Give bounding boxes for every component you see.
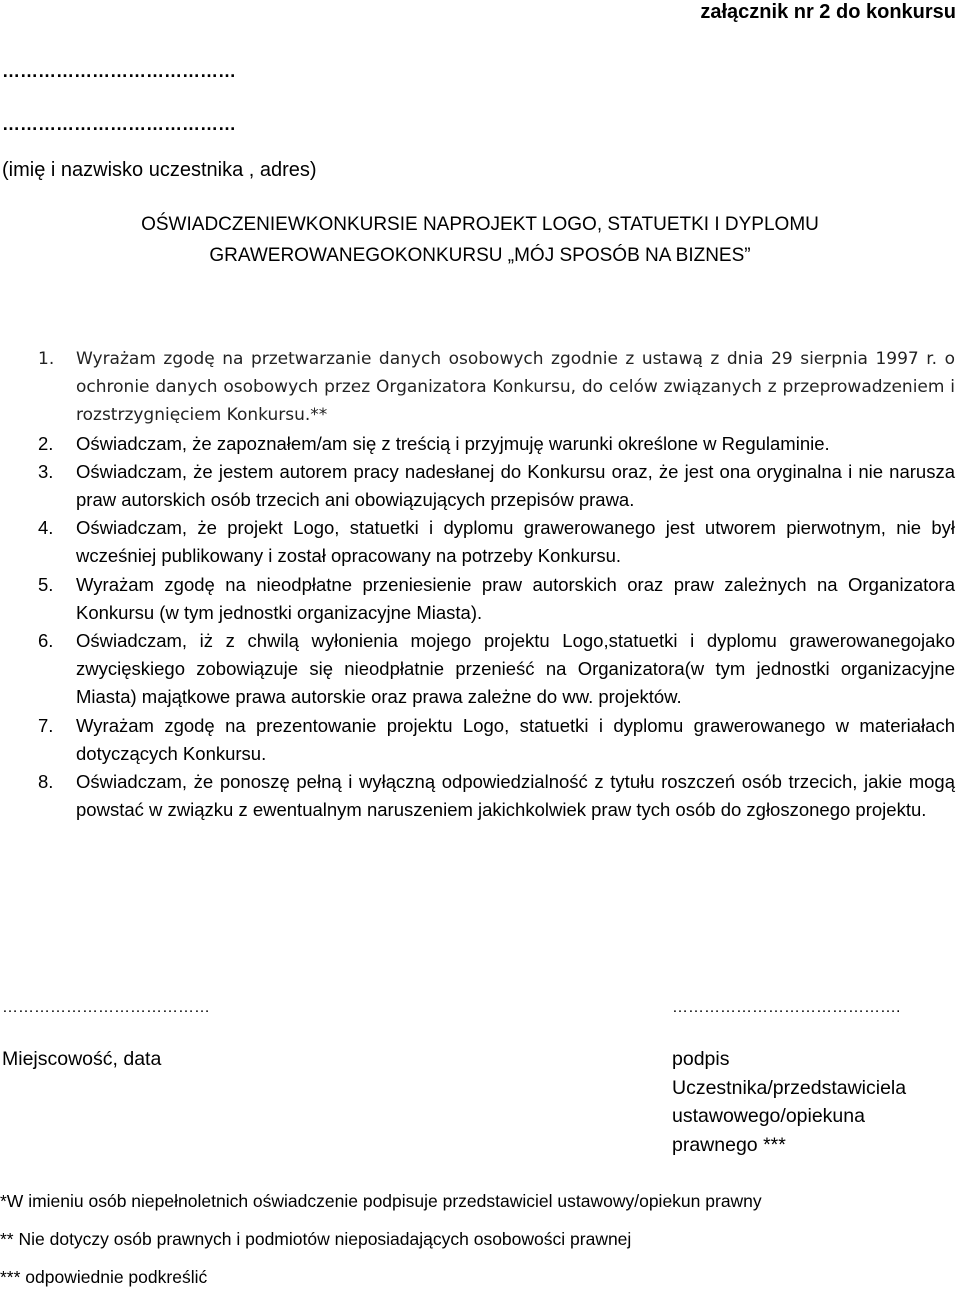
signature-label-line: Uczestnika/przedstawiciela <box>672 1076 907 1099</box>
declaration-text: Oświadczam, że projekt Logo, statuetki i dyplomu grawerowanego jest utworem pierwotnym, nie był wcześniej publikowany i został opracowany na potrzeby Konkursu. <box>76 517 955 567</box>
name-dots-line: ………………………………… <box>2 61 236 81</box>
declaration-text: Wyrażam zgodę na przetwarzanie danych osobowych zgodnie z ustawą z dnia 29 sierpnia 1997 r. o ochronie danych osobowych przez Organizatora Konkursu, do celów związanych z przeprowadzeniem i rozstrzygnięciem Konkursu.** <box>76 349 955 426</box>
declaration-number: 5. <box>38 573 54 595</box>
place-date-label: Miejscowość, data <box>2 1048 162 1070</box>
signature-label-line: podpis <box>672 1048 730 1070</box>
footnote-2: ** Nie dotyczy osób prawnych i podmiotów nieposiadających osobowości prawnej <box>0 1229 632 1249</box>
declaration-item-7 <box>2 712 955 768</box>
address-dots-line: ………………………………… <box>2 114 236 134</box>
declaration-number: 8. <box>38 771 54 793</box>
declaration-text: Wyrażam zgodę na prezentowanie projektu Logo, statuetki i dyplomu grawerowanego w materiałach dotyczących Konkursu. <box>76 714 955 764</box>
signature-dots: ……………………………………. <box>672 999 901 1016</box>
declaration-number: 1. <box>38 349 55 369</box>
declarations-list <box>2 345 955 824</box>
declaration-number: 2. <box>38 432 54 454</box>
footnote-1: *W imieniu osób niepełnoletnich oświadczenie podpisuje przedstawiciel ustawowy/opiekun prawny <box>0 1191 762 1211</box>
declaration-number: 6. <box>38 630 54 652</box>
declaration-item-2 <box>2 430 955 458</box>
declaration-item-8 <box>2 768 955 824</box>
declaration-item-3 <box>2 458 955 514</box>
attachment-label: załącznik nr 2 do konkursu <box>700 1 956 23</box>
participant-label: (imię i nazwisko uczestnika , adres) <box>2 159 317 181</box>
declaration-item-4 <box>2 514 955 570</box>
place-date-dots: ………………………………… <box>2 999 210 1016</box>
declaration-text: Oświadczam, że zapoznałem/am się z treścią i przyjmuję warunki określone w Regulaminie. <box>76 432 830 454</box>
document-title-line-2: GRAWEROWANEGOKONKURSU „MÓJ SPOSÓB NA BIZNES” <box>209 245 751 266</box>
declaration-text: Oświadczam, iż z chwilą wyłonienia mojego projektu Logo,statuetki i dyplomu grawerowanegojako zwycięskiego zobowiązuje się nieodpłatnie przenieść na Organizatora(w tym jednostki organizacyjne Miasta) majątkowe prawa autorskie oraz prawa zależne do ww. projektów. <box>76 630 955 708</box>
document-title-line-1: OŚWIADCZENIEWKONKURSIE NAPROJEKT LOGO, STATUETKI I DYPLOMU <box>141 214 819 235</box>
footnote-3: *** odpowiednie podkreślić <box>0 1267 208 1287</box>
declaration-text: Oświadczam, że ponoszę pełną i wyłączną odpowiedzialność z tytułu roszczeń osób trzecich, jakie mogą powstać w związku z ewentualnym naruszeniem jakichkolwiek praw tych osób do zgłoszonego projektu. <box>76 771 955 821</box>
declaration-number: 7. <box>38 714 54 736</box>
declaration-text: Oświadczam, że jestem autorem pracy nadesłanej do Konkursu oraz, że jest ona oryginalna i nie narusza praw autorskich osób trzecich ani obowiązujących przepisów prawa. <box>76 460 955 511</box>
declaration-text: Wyrażam zgodę na nieodpłatne przeniesienie praw autorskich oraz praw zależnych na Organizatora Konkursu (w tym jednostki organizacyjne Miasta). <box>76 573 955 623</box>
declaration-number: 3. <box>38 460 54 482</box>
signature-label <box>672 1045 906 1159</box>
signature-label-line: prawnego *** <box>672 1133 786 1156</box>
declaration-number: 4. <box>38 517 54 539</box>
declaration-item-6 <box>2 627 955 712</box>
declaration-item-1 <box>2 345 955 430</box>
signature-label-line: ustawowego/opiekuna <box>672 1105 865 1127</box>
declaration-item-5 <box>2 571 955 627</box>
